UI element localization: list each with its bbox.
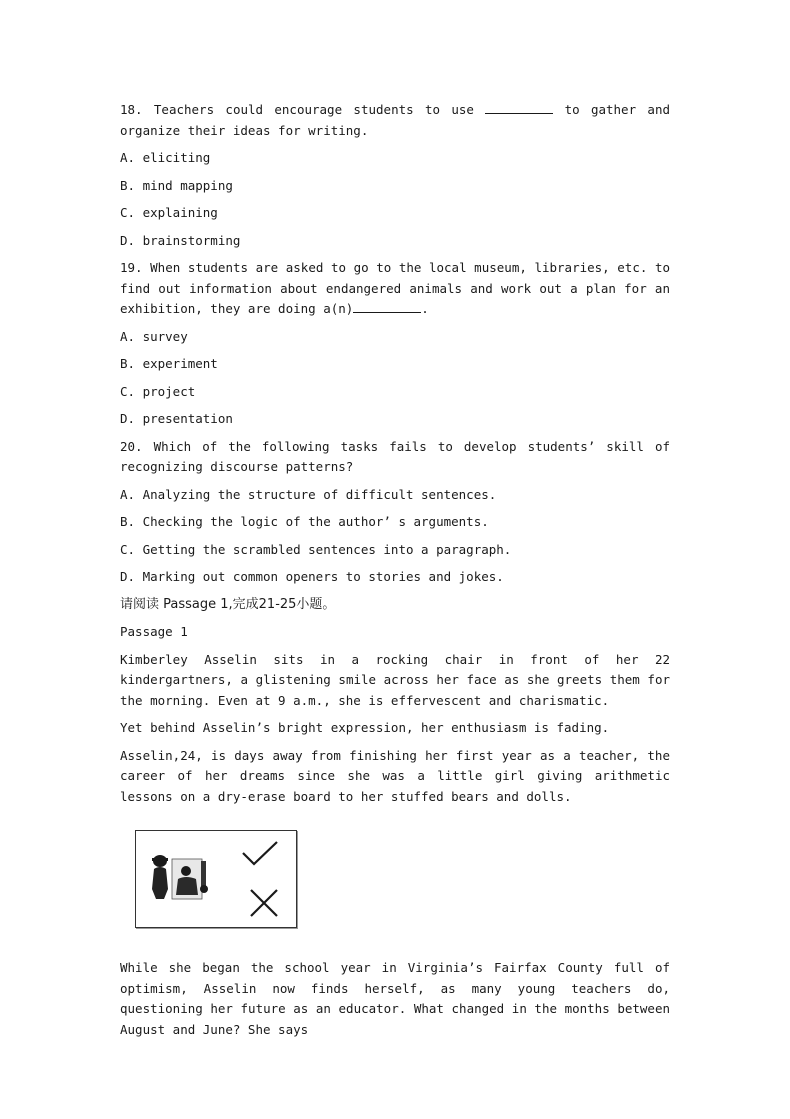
question-19-stem xyxy=(120,258,670,320)
check-icon xyxy=(240,839,280,869)
question-18-stem xyxy=(120,100,670,141)
answer-blank xyxy=(485,100,553,114)
question-19 xyxy=(120,258,670,320)
q19-option-d: D. presentation xyxy=(120,411,233,426)
q19-option-c: C. project xyxy=(120,383,196,399)
question-18 xyxy=(120,100,670,141)
question-20-stem: 20. Which of the following tasks fails to develop students’ skill of recognizing discourse patterns? xyxy=(120,438,670,474)
children-silhouette-image xyxy=(146,849,226,909)
check-cross-illustration xyxy=(135,830,297,928)
passage-paragraph-2: Yet behind Asselin’s bright expression, her enthusiasm is fading. xyxy=(120,720,610,735)
q18-option-d: D. brainstorming xyxy=(120,232,241,248)
document-page xyxy=(120,100,670,1040)
q20-option-c: C. Getting the scrambled sentences into a paragraph. xyxy=(120,541,512,557)
passage-title: Passage 1 xyxy=(120,624,188,639)
reading-instruction: 请阅读 Passage 1,完成21-25小题。 xyxy=(120,596,336,612)
cross-icon xyxy=(246,885,282,921)
question-18-stem-part1: 18. Teachers could encourage students to use xyxy=(120,102,486,117)
q20-option-a: A. Analyzing the structure of difficult sentences. xyxy=(120,486,497,502)
q19-option-b: B. experiment xyxy=(120,356,218,371)
q18-option-a: A. eliciting xyxy=(120,150,211,165)
question-19-stem-part1: 19. When students are asked to go to the local museum, libraries, etc. to find out information about endangered animals and work out a plan for an exhibition, they are doing a(n) xyxy=(120,260,670,316)
question-19-stem-part2: . xyxy=(421,301,429,316)
q20-option-d: D. Marking out common openers to stories and jokes. xyxy=(120,569,504,584)
passage-paragraph-1: Kimberley Asselin sits in a rocking chair in front of her 22 kindergartners, a glistening smile across her face as she greets them for the morning. Even at 9 a.m., she is effervescent and charismatic. xyxy=(120,651,670,708)
answer-blank xyxy=(353,299,421,313)
q19-option-a: A. survey xyxy=(120,328,188,344)
passage-paragraph-3: Asselin,24, is days away from finishing her first year as a teacher, the career of her dreams since she was a little girl giving arithmetic lessons on a dry-erase board to her stuffed bears and dolls. xyxy=(120,747,670,804)
q18-option-b: B. mind mapping xyxy=(120,177,233,193)
q20-option-b: B. Checking the logic of the author’ s arguments. xyxy=(120,514,489,529)
q18-option-c: C. explaining xyxy=(120,205,218,220)
question-18-stem-part2: to gather and organize their ideas for writing. xyxy=(120,102,671,138)
passage-paragraph-4: While she began the school year in Virginia’s Fairfax County full of optimism, Asselin now finds herself, as many young teachers do, questioning her future as an educator. What changed in the months between August and June? She says xyxy=(120,960,670,1037)
question-20 xyxy=(120,437,670,478)
